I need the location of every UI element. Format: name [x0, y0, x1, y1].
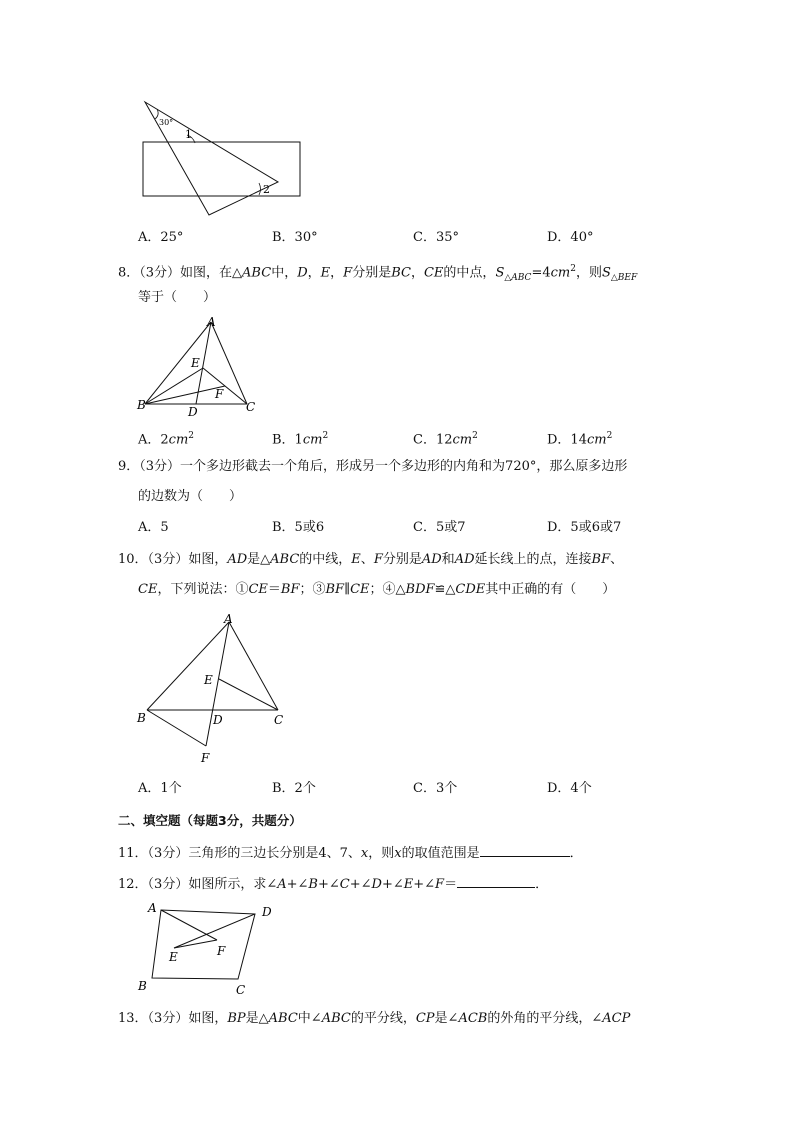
q12-a: A: [277, 877, 287, 892]
q10-line-bf: [147, 710, 206, 746]
q10-text: ；③: [299, 582, 326, 597]
q8-s-abc: S: [495, 265, 505, 281]
q12-text: ．: [535, 877, 549, 892]
q8-option-b: [272, 427, 328, 449]
q11-stem: [118, 842, 583, 863]
q10-ad: AD: [227, 552, 248, 567]
q8-option-d: [547, 427, 612, 449]
q7-figure: [135, 95, 310, 220]
q10-stem-line2: [138, 581, 615, 599]
q10-text: ≌△: [434, 582, 456, 597]
q10-ad: AD: [421, 552, 442, 567]
q10-text: ＝: [267, 582, 281, 597]
q11-answer-blank[interactable]: [480, 842, 570, 857]
q8-e: E: [320, 265, 331, 281]
q7-option-a: A．25°: [138, 230, 184, 245]
q9-option-d: D．5或6或7: [547, 520, 622, 535]
q7-option-c: C．35°: [413, 230, 459, 245]
q10-option-d: D．4个: [547, 781, 592, 796]
q10-bf: BF: [591, 552, 611, 567]
q8-text: 8．（3分）如图，在△: [118, 265, 243, 281]
q12-text: +∠: [413, 877, 436, 892]
q10-statement: CE: [248, 582, 268, 597]
q12-line-ef: [174, 940, 217, 948]
q12-stem: [118, 873, 548, 894]
q8-option-d-unit: cm: [586, 432, 607, 448]
q12-text: +∠: [349, 877, 372, 892]
q12-figure: [135, 898, 285, 998]
q7-option-b: B．30°: [272, 230, 318, 245]
section-title-fill-blank: 二、填空题（每题3分，共题分）: [118, 813, 302, 828]
q7-angle-arc-30: [155, 109, 158, 119]
q8-eq: =4: [531, 265, 551, 281]
q8-option-c-label: C．12: [413, 432, 453, 448]
q9-option-c: C．5或7: [413, 520, 466, 535]
q13-text: 是△: [245, 1011, 269, 1026]
q10-statement: CE: [350, 582, 370, 597]
q8-option-a-label: A．2: [138, 432, 169, 448]
q10-label-b: B: [137, 711, 146, 725]
q12-text: +∠: [381, 877, 404, 892]
q10-text: 是△: [247, 552, 271, 567]
q12-text: +∠: [286, 877, 309, 892]
q10-text: 分别是: [382, 552, 422, 567]
q13-acp: ACP: [602, 1011, 631, 1026]
q12-text: +∠: [317, 877, 340, 892]
q12-label-b: B: [138, 979, 147, 993]
q13-text: 13．（3分）如图，: [118, 1011, 228, 1026]
q8-option-d-label: D．14: [547, 432, 587, 448]
q12-text: ＝: [444, 877, 458, 892]
q10-text: 延长线上的点，连接: [474, 552, 592, 567]
q12-c: C: [339, 877, 350, 892]
q13-text: 的平分线，: [350, 1011, 416, 1026]
q11-text: ．: [569, 846, 583, 861]
q11-x: x: [360, 846, 369, 861]
q12-text: 12．（3分）如图所示，求∠: [118, 877, 278, 892]
q12-line-af: [161, 910, 217, 940]
q10-statement: CDE: [455, 582, 486, 597]
q10-text: 10．（3分）如图，: [118, 552, 228, 567]
q8-bc: BC: [391, 265, 411, 281]
q13-text: 的外角的平分线，∠: [487, 1011, 603, 1026]
q13-abc: ABC: [321, 1011, 351, 1026]
q12-label-d: D: [262, 905, 272, 919]
q7-label-2: 2: [263, 183, 270, 196]
q10-statement: BF: [325, 582, 345, 597]
q13-abc: ABC: [268, 1011, 298, 1026]
q13-text: 中∠: [297, 1011, 322, 1026]
q11-text: ，则: [368, 846, 395, 861]
q9-option-a: A．5: [138, 520, 169, 535]
q9-option-b: B．5或6: [272, 520, 325, 535]
q10-label-f: F: [201, 751, 210, 765]
q8-option-b-unit: cm: [302, 432, 323, 448]
q8-option-b-label: B．1: [272, 432, 303, 448]
q8-label-c: C: [246, 400, 256, 414]
q10-label-d: D: [213, 713, 223, 727]
q12-label-e: E: [169, 950, 178, 964]
q8-text: ，则: [575, 265, 602, 281]
q10-stem-line1: [118, 551, 623, 569]
q8-option-a-sup: 2: [188, 431, 195, 441]
q8-stem-line2: 等于（ ）: [138, 290, 217, 305]
q10-statement: BDF: [405, 582, 435, 597]
q8-option-c-sup: 2: [472, 431, 478, 441]
q7-option-d: D．40°: [547, 230, 594, 245]
q11-text: 11．（3分）三角形的三边长分别是4、7、: [118, 846, 361, 861]
q12-line-de: [174, 914, 255, 948]
q8-option-a: [138, 427, 194, 449]
q8-label-a: A: [207, 315, 216, 329]
q8-s-bef: S: [601, 265, 611, 281]
q12-answer-blank[interactable]: [457, 873, 535, 888]
q12-label-f: F: [217, 944, 226, 958]
q10-ad: AD: [454, 552, 475, 567]
q13-stem: [118, 1010, 630, 1028]
q8-sup: 2: [570, 264, 576, 274]
q7-rectangle: [143, 142, 300, 196]
q8-label-d: D: [188, 405, 198, 419]
q12-b: B: [308, 877, 318, 892]
q12-d: D: [371, 877, 382, 892]
q10-line-ab: [147, 622, 229, 710]
q9-stem-line2: 的边数为（ ）: [138, 489, 243, 504]
q10-e: E: [351, 552, 361, 567]
q10-label-e: E: [204, 673, 213, 687]
q10-figure: [135, 610, 295, 770]
q8-s-abc-sub: △ABC: [504, 272, 532, 283]
q8-text: 分别是: [352, 265, 392, 281]
q12-f: F: [435, 877, 445, 892]
q10-text: ，下列说法：①: [157, 582, 249, 597]
q13-bp: BP: [227, 1011, 246, 1026]
q8-option-b-sup: 2: [322, 431, 329, 441]
q8-figure: [135, 313, 265, 418]
q10-statement: BF: [280, 582, 300, 597]
q8-text: ，: [330, 265, 344, 281]
q7-angle-arc-2: [259, 183, 261, 195]
q8-ce: CE: [423, 265, 444, 281]
q10-text: 其中正确的有（ ）: [485, 582, 616, 597]
q7-label-1: 1: [185, 128, 192, 141]
q8-label-e: E: [191, 356, 200, 370]
q8-f: F: [343, 265, 353, 281]
q11-text: 的取值范围是: [401, 846, 480, 861]
q10-label-a: A: [224, 612, 233, 626]
q10-text: ；④△: [369, 582, 406, 597]
q12-label-c: C: [236, 983, 246, 997]
q13-acb: ACB: [458, 1011, 488, 1026]
q12-e: E: [403, 877, 414, 892]
q10-text: 的中线，: [299, 552, 352, 567]
q9-stem-line1: 9．（3分）一个多边形截去一个角后，形成另一个多边形的内角和为720°，那么原多边形: [118, 459, 628, 474]
q10-text: 、: [610, 552, 624, 567]
q13-cp: CP: [415, 1011, 435, 1026]
q8-label-b: B: [137, 398, 146, 412]
q11-x: x: [394, 846, 402, 861]
q10-text: 、: [360, 552, 374, 567]
q7-label-30: 30°: [159, 118, 174, 127]
q8-s-bef-sub: △BEF: [610, 272, 638, 283]
q8-cm: cm: [550, 265, 571, 281]
q12-label-a: A: [148, 901, 157, 915]
q13-text: 是∠: [434, 1011, 459, 1026]
q8-option-c: [413, 427, 478, 449]
q8-option-a-unit: cm: [168, 432, 189, 448]
q8-text: ，: [307, 265, 321, 281]
q8-label-f: F: [215, 387, 224, 401]
q10-option-a: A．1个: [138, 781, 182, 796]
q8-text: 的中点，: [443, 265, 496, 281]
q10-text: ∥: [344, 582, 351, 597]
q10-label-c: C: [274, 713, 284, 727]
q8-d: D: [297, 265, 308, 281]
q10-text: 和: [441, 552, 455, 567]
q8-option-c-unit: cm: [452, 432, 473, 448]
q8-text: 中，: [271, 265, 298, 281]
q10-f: F: [373, 552, 383, 567]
q10-option-c: C．3个: [413, 781, 458, 796]
q8-text: ，: [410, 265, 424, 281]
q10-ce: CE: [138, 582, 158, 597]
q10-option-b: B．2个: [272, 781, 316, 796]
q8-stem-line1: [118, 260, 637, 287]
q8-line-be: [145, 368, 203, 404]
q10-abc: ABC: [270, 552, 300, 567]
q8-option-d-sup: 2: [606, 431, 613, 441]
q8-abc: ABC: [242, 265, 272, 281]
